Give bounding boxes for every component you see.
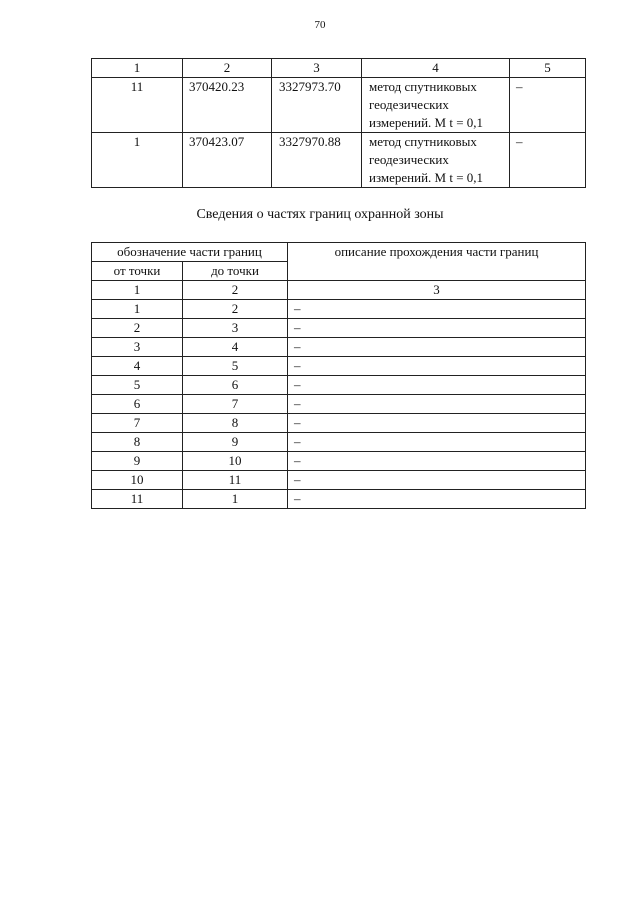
- table-row: [92, 338, 586, 357]
- part-description: –: [288, 490, 586, 509]
- from-point: 6: [92, 395, 183, 414]
- part-description: –: [288, 395, 586, 414]
- from-point: 9: [92, 452, 183, 471]
- part-description: –: [288, 376, 586, 395]
- column-number-row: [92, 281, 586, 300]
- table-row: [92, 78, 586, 133]
- part-description: –: [288, 452, 586, 471]
- part-description: –: [288, 357, 586, 376]
- to-point: 1: [183, 490, 288, 509]
- section-title: Сведения о частях границ охранной зоны: [196, 207, 444, 222]
- column-header: 1: [92, 59, 183, 78]
- part-description: –: [288, 338, 586, 357]
- table-row: [92, 433, 586, 452]
- method-line: метод спутниковых: [369, 79, 477, 94]
- note-cell: –: [510, 78, 586, 133]
- method-line: метод спутниковых: [369, 134, 477, 149]
- page-number: 70: [314, 19, 326, 31]
- table-row: [92, 319, 586, 338]
- point-number: 1: [92, 133, 183, 188]
- from-point: 5: [92, 376, 183, 395]
- method-cell: [362, 133, 510, 188]
- table-row: [92, 357, 586, 376]
- part-description: –: [288, 433, 586, 452]
- to-point: 11: [183, 471, 288, 490]
- boundary-parts-rows: [92, 300, 586, 509]
- table-row: [92, 452, 586, 471]
- from-point: 1: [92, 300, 183, 319]
- table-header-row: [92, 243, 586, 262]
- point-number: 11: [92, 78, 183, 133]
- method-cell: [362, 78, 510, 133]
- method-line: геодезических: [369, 152, 449, 167]
- part-description: –: [288, 414, 586, 433]
- to-point: 3: [183, 319, 288, 338]
- table-row: [92, 376, 586, 395]
- description-header: описание прохождения части границ: [288, 243, 586, 281]
- column-header: 3: [272, 59, 362, 78]
- table-row: [92, 471, 586, 490]
- boundary-parts-table: [91, 242, 586, 509]
- from-point: 2: [92, 319, 183, 338]
- method-line: измерений. М t = 0,1: [369, 115, 484, 130]
- method-line: измерений. М t = 0,1: [369, 170, 484, 185]
- from-point: 3: [92, 338, 183, 357]
- to-point: 7: [183, 395, 288, 414]
- column-number: 3: [288, 281, 586, 300]
- from-point: 7: [92, 414, 183, 433]
- to-point: 4: [183, 338, 288, 357]
- table-row: [92, 133, 586, 188]
- table-row: [92, 395, 586, 414]
- y-coordinate: 3327970.88: [272, 133, 362, 188]
- from-point: 8: [92, 433, 183, 452]
- note-cell: –: [510, 133, 586, 188]
- from-point: 4: [92, 357, 183, 376]
- table-header-row: [92, 59, 586, 78]
- part-description: –: [288, 471, 586, 490]
- column-header: 2: [183, 59, 272, 78]
- column-header: 4: [362, 59, 510, 78]
- column-number: 1: [92, 281, 183, 300]
- from-point: 10: [92, 471, 183, 490]
- group-header: обозначение части границ: [92, 243, 288, 262]
- to-point: 9: [183, 433, 288, 452]
- method-line: геодезических: [369, 97, 449, 112]
- column-number: 2: [183, 281, 288, 300]
- to-point: 10: [183, 452, 288, 471]
- to-point: 6: [183, 376, 288, 395]
- table-row: [92, 490, 586, 509]
- to-point-header: до точки: [183, 262, 288, 281]
- to-point: 8: [183, 414, 288, 433]
- y-coordinate: 3327973.70: [272, 78, 362, 133]
- from-point-header: от точки: [92, 262, 183, 281]
- part-description: –: [288, 319, 586, 338]
- table-row: [92, 300, 586, 319]
- to-point: 5: [183, 357, 288, 376]
- table-row: [92, 414, 586, 433]
- column-header: 5: [510, 59, 586, 78]
- from-point: 11: [92, 490, 183, 509]
- to-point: 2: [183, 300, 288, 319]
- x-coordinate: 370420.23: [183, 78, 272, 133]
- x-coordinate: 370423.07: [183, 133, 272, 188]
- coordinates-table: [91, 58, 586, 188]
- part-description: –: [288, 300, 586, 319]
